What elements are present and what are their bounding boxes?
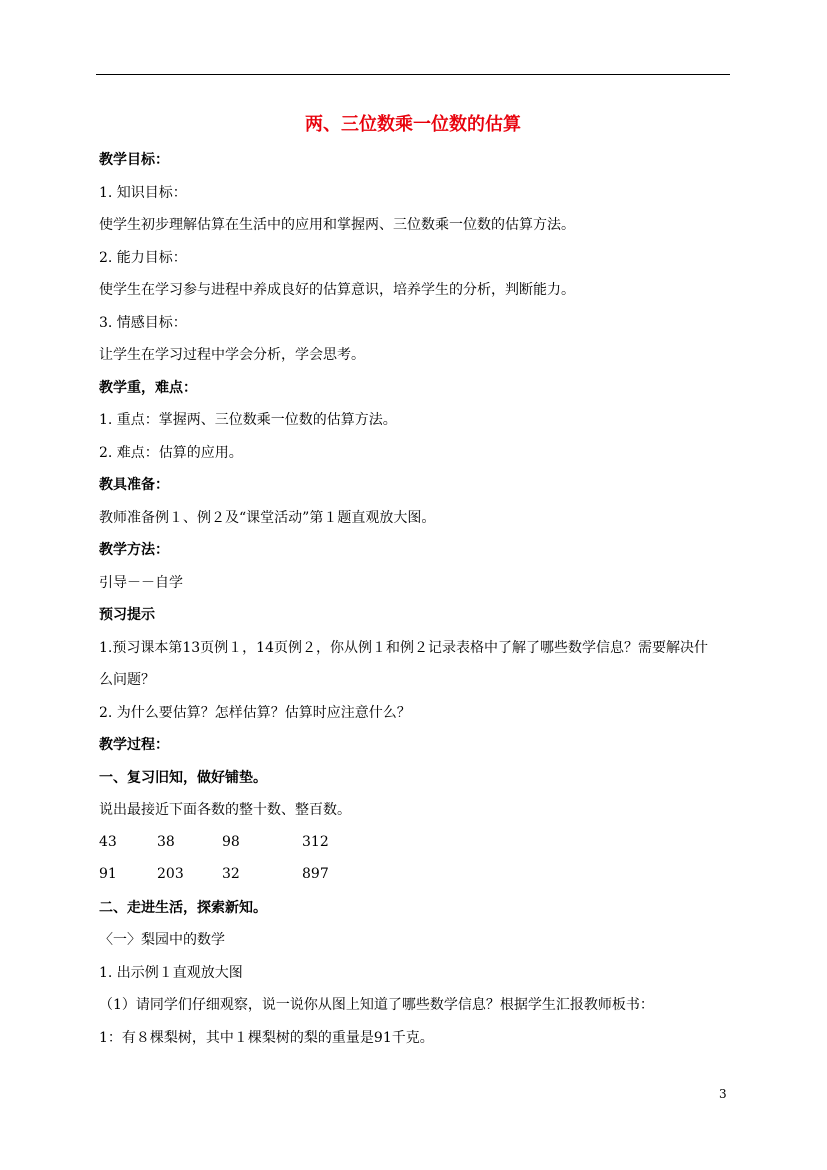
number-312: 312 — [302, 834, 329, 850]
heading-teaching-goals: 教学目标： — [99, 152, 169, 168]
number-98: 98 — [222, 834, 240, 850]
preview-1-line2: 么问题？ — [99, 672, 155, 688]
methods-text: 引导－－自学 — [99, 575, 183, 591]
number-91: 91 — [99, 866, 117, 882]
number-203: 203 — [157, 866, 184, 882]
preview-1-line1: 1.预习课本第13页例１，14页例２，你从例１和例２记录表格中了解了哪些数学信息？需要解决什 — [99, 640, 708, 656]
number-38: 38 — [157, 834, 175, 850]
subsection-heading: 〈一〉梨园中的数学 — [99, 932, 225, 948]
goal-3-text: 让学生在学习过程中学会分析，学会思考。 — [99, 347, 365, 363]
heading-key-points: 教学重，难点： — [99, 380, 197, 396]
key-point-2: 2. 难点：估算的应用。 — [99, 445, 243, 461]
goal-2-text: 使学生在学习参与进程中养成良好的估算意识，培养学生的分析，判断能力。 — [99, 282, 575, 298]
number-32: 32 — [222, 866, 240, 882]
step-1-question: （1）请同学们仔细观察，说一说你从图上知道了哪些数学信息？根据学生汇报教师板书： — [99, 997, 654, 1013]
number-43: 43 — [99, 834, 117, 850]
heading-preview: 预习提示 — [99, 607, 155, 623]
section-1-heading: 一、复习旧知，做好铺垫。 — [99, 770, 267, 786]
header-rule — [96, 74, 730, 75]
number-897: 897 — [302, 866, 329, 882]
goal-1-text: 使学生初步理解估算在生活中的应用和掌握两、三位数乘一位数的估算方法。 — [99, 217, 575, 233]
key-point-1: 1. 重点：掌握两、三位数乘一位数的估算方法。 — [99, 412, 397, 428]
page-number: 3 — [719, 1087, 727, 1101]
materials-text: 教师准备例１、例２及“课堂活动”第１题直观放大图。 — [99, 510, 436, 526]
heading-methods: 教学方法： — [99, 542, 169, 558]
preview-2: 2. 为什么要估算？怎样估算？估算时应注意什么？ — [99, 705, 411, 721]
heading-materials: 教具准备： — [99, 477, 169, 493]
document-title: 两、三位数乘一位数的估算 — [305, 114, 521, 135]
goal-3-label: 3. 情感目标： — [99, 315, 187, 331]
goal-1-label: 1. 知识目标： — [99, 185, 187, 201]
section-1-instruction: 说出最接近下面各数的整十数、整百数。 — [99, 802, 351, 818]
goal-2-label: 2. 能力目标： — [99, 250, 187, 266]
step-1-info: 1：有８棵梨树，其中１棵梨树的梨的重量是91千克。 — [99, 1030, 434, 1046]
heading-process: 教学过程： — [99, 737, 169, 753]
step-1: 1. 出示例１直观放大图 — [99, 965, 243, 981]
section-2-heading: 二、走进生活，探索新知。 — [99, 900, 267, 916]
